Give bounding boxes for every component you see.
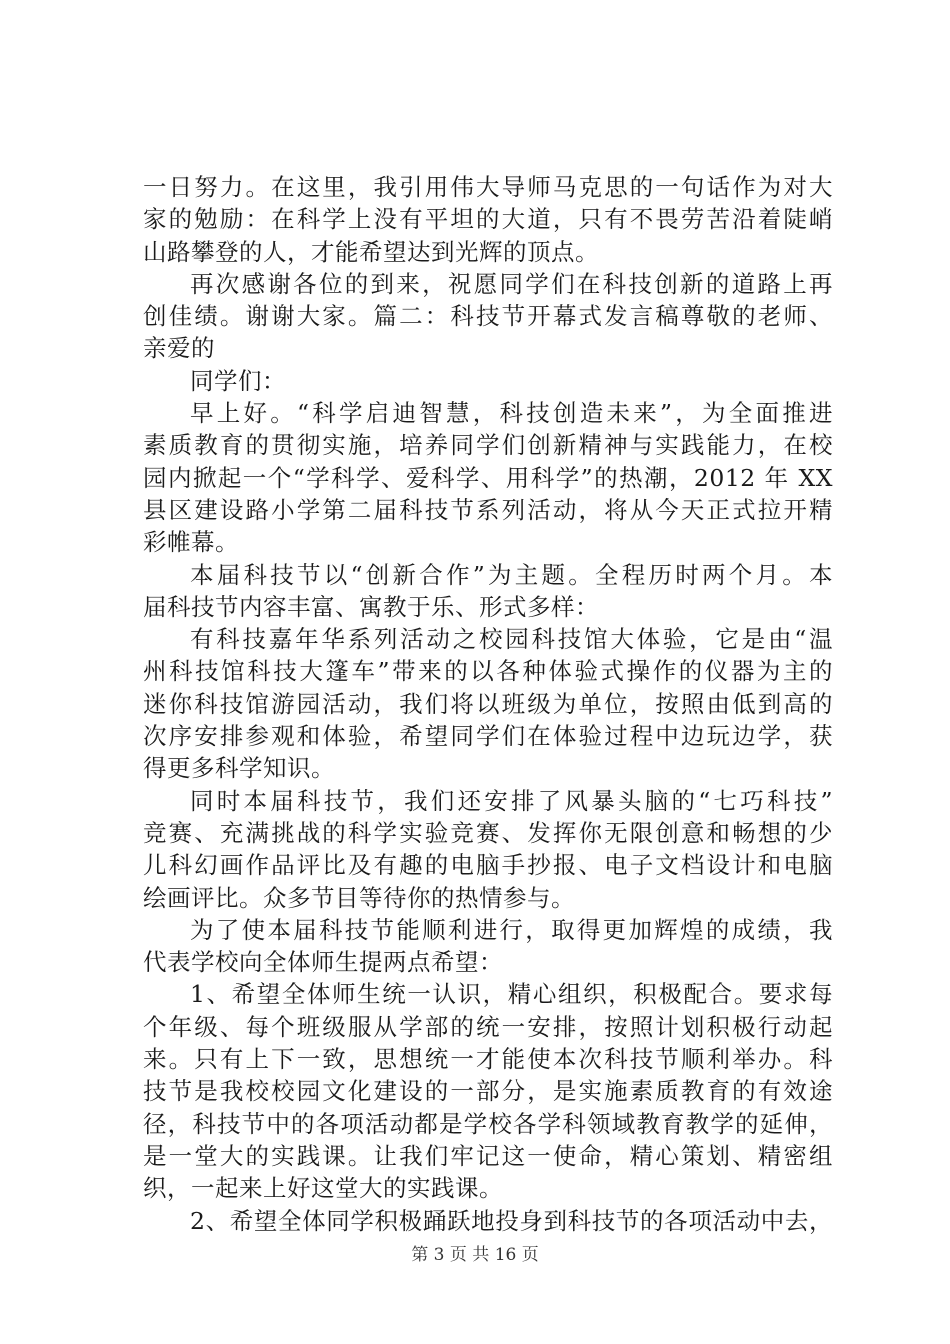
text-line: 得更多科学知识。 bbox=[143, 754, 335, 783]
text-line: 家的勉励：在科学上没有平坦的大道，只有不畏劳苦沿着陡峭 bbox=[143, 205, 833, 234]
text-line: 竞赛、充满挑战的科学实验竞赛、发挥你无限创意和畅想的少 bbox=[143, 818, 833, 847]
text-line: 儿科幻画作品评比及有趣的电脑手抄报、电子文档设计和电脑 bbox=[143, 851, 833, 880]
text-line: 1、希望全体师生统一认识，精心组织，积极配合。要求每 bbox=[190, 980, 833, 1009]
text-line: 代表学校向全体师生提两点希望： bbox=[143, 948, 503, 977]
text-line: 个年级、每个班级服从学部的统一安排，按照计划积极行动起 bbox=[143, 1012, 833, 1041]
text-line: 径，科技节中的各项活动都是学校各学科领域教育教学的延伸， bbox=[143, 1109, 833, 1138]
text-line: 迷你科技馆游园活动，我们将以班级为单位，按照由低到高的 bbox=[143, 689, 833, 718]
text-line: 来。只有上下一致，思想统一才能使本次科技节顺利举办。科 bbox=[143, 1045, 833, 1074]
page-footer: 第 3 页 共 16 页 bbox=[411, 1245, 539, 1265]
text-line: 园内掀起一个“学科学、爱科学、用科学”的热潮，2012 年 XX bbox=[143, 463, 833, 492]
text-line: 为了使本届科技节能顺利进行，取得更加辉煌的成绩，我 bbox=[190, 915, 833, 944]
text-line: 织，一起来上好这堂大的实践课。 bbox=[143, 1174, 503, 1203]
text-line: 创佳绩。谢谢大家。篇二：科技节开幕式发言稿尊敬的老师、 bbox=[143, 302, 833, 331]
text-line: 同时本届科技节，我们还安排了风暴头脑的“七巧科技” bbox=[190, 786, 833, 815]
text-line: 同学们： bbox=[190, 366, 286, 395]
text-line: 是一堂大的实践课。让我们牢记这一使命，精心策划、精密组 bbox=[143, 1141, 833, 1170]
text-line: 素质教育的贯彻实施，培养同学们创新精神与实践能力，在校 bbox=[143, 431, 833, 460]
text-line: 届科技节内容丰富、寓教于乐、形式多样： bbox=[143, 592, 599, 621]
text-line: 技节是我校校园文化建设的一部分，是实施素质教育的有效途 bbox=[143, 1077, 833, 1106]
text-line: 早上好。“科学启迪智慧，科技创造未来”，为全面推进 bbox=[190, 399, 833, 428]
text-line: 2、希望全体同学积极踊跃地投身到科技节的各项活动中去， bbox=[190, 1206, 833, 1235]
text-line: 县区建设路小学第二届科技节系列活动，将从今天正式拉开精 bbox=[143, 495, 833, 524]
text-line: 本届科技节以“创新合作”为主题。全程历时两个月。本 bbox=[190, 560, 833, 589]
text-line: 山路攀登的人，才能希望达到光辉的顶点。 bbox=[143, 237, 599, 266]
text-line: 亲爱的 bbox=[143, 334, 215, 363]
text-line: 再次感谢各位的到来，祝愿同学们在科技创新的道路上再 bbox=[190, 269, 833, 298]
text-line: 绘画评比。众多节目等待你的热情参与。 bbox=[143, 883, 575, 912]
document-body bbox=[143, 171, 833, 1237]
text-line: 次序安排参观和体验，希望同学们在体验过程中边玩边学，获 bbox=[143, 722, 833, 751]
text-line: 有科技嘉年华系列活动之校园科技馆大体验，它是由“温 bbox=[190, 625, 833, 654]
text-line: 彩帷幕。 bbox=[143, 528, 239, 557]
text-line: 一日努力。在这里，我引用伟大导师马克思的一句话作为对大 bbox=[143, 173, 833, 201]
text-line: 州科技馆科技大篷车”带来的以各种体验式操作的仪器为主的 bbox=[143, 657, 833, 686]
